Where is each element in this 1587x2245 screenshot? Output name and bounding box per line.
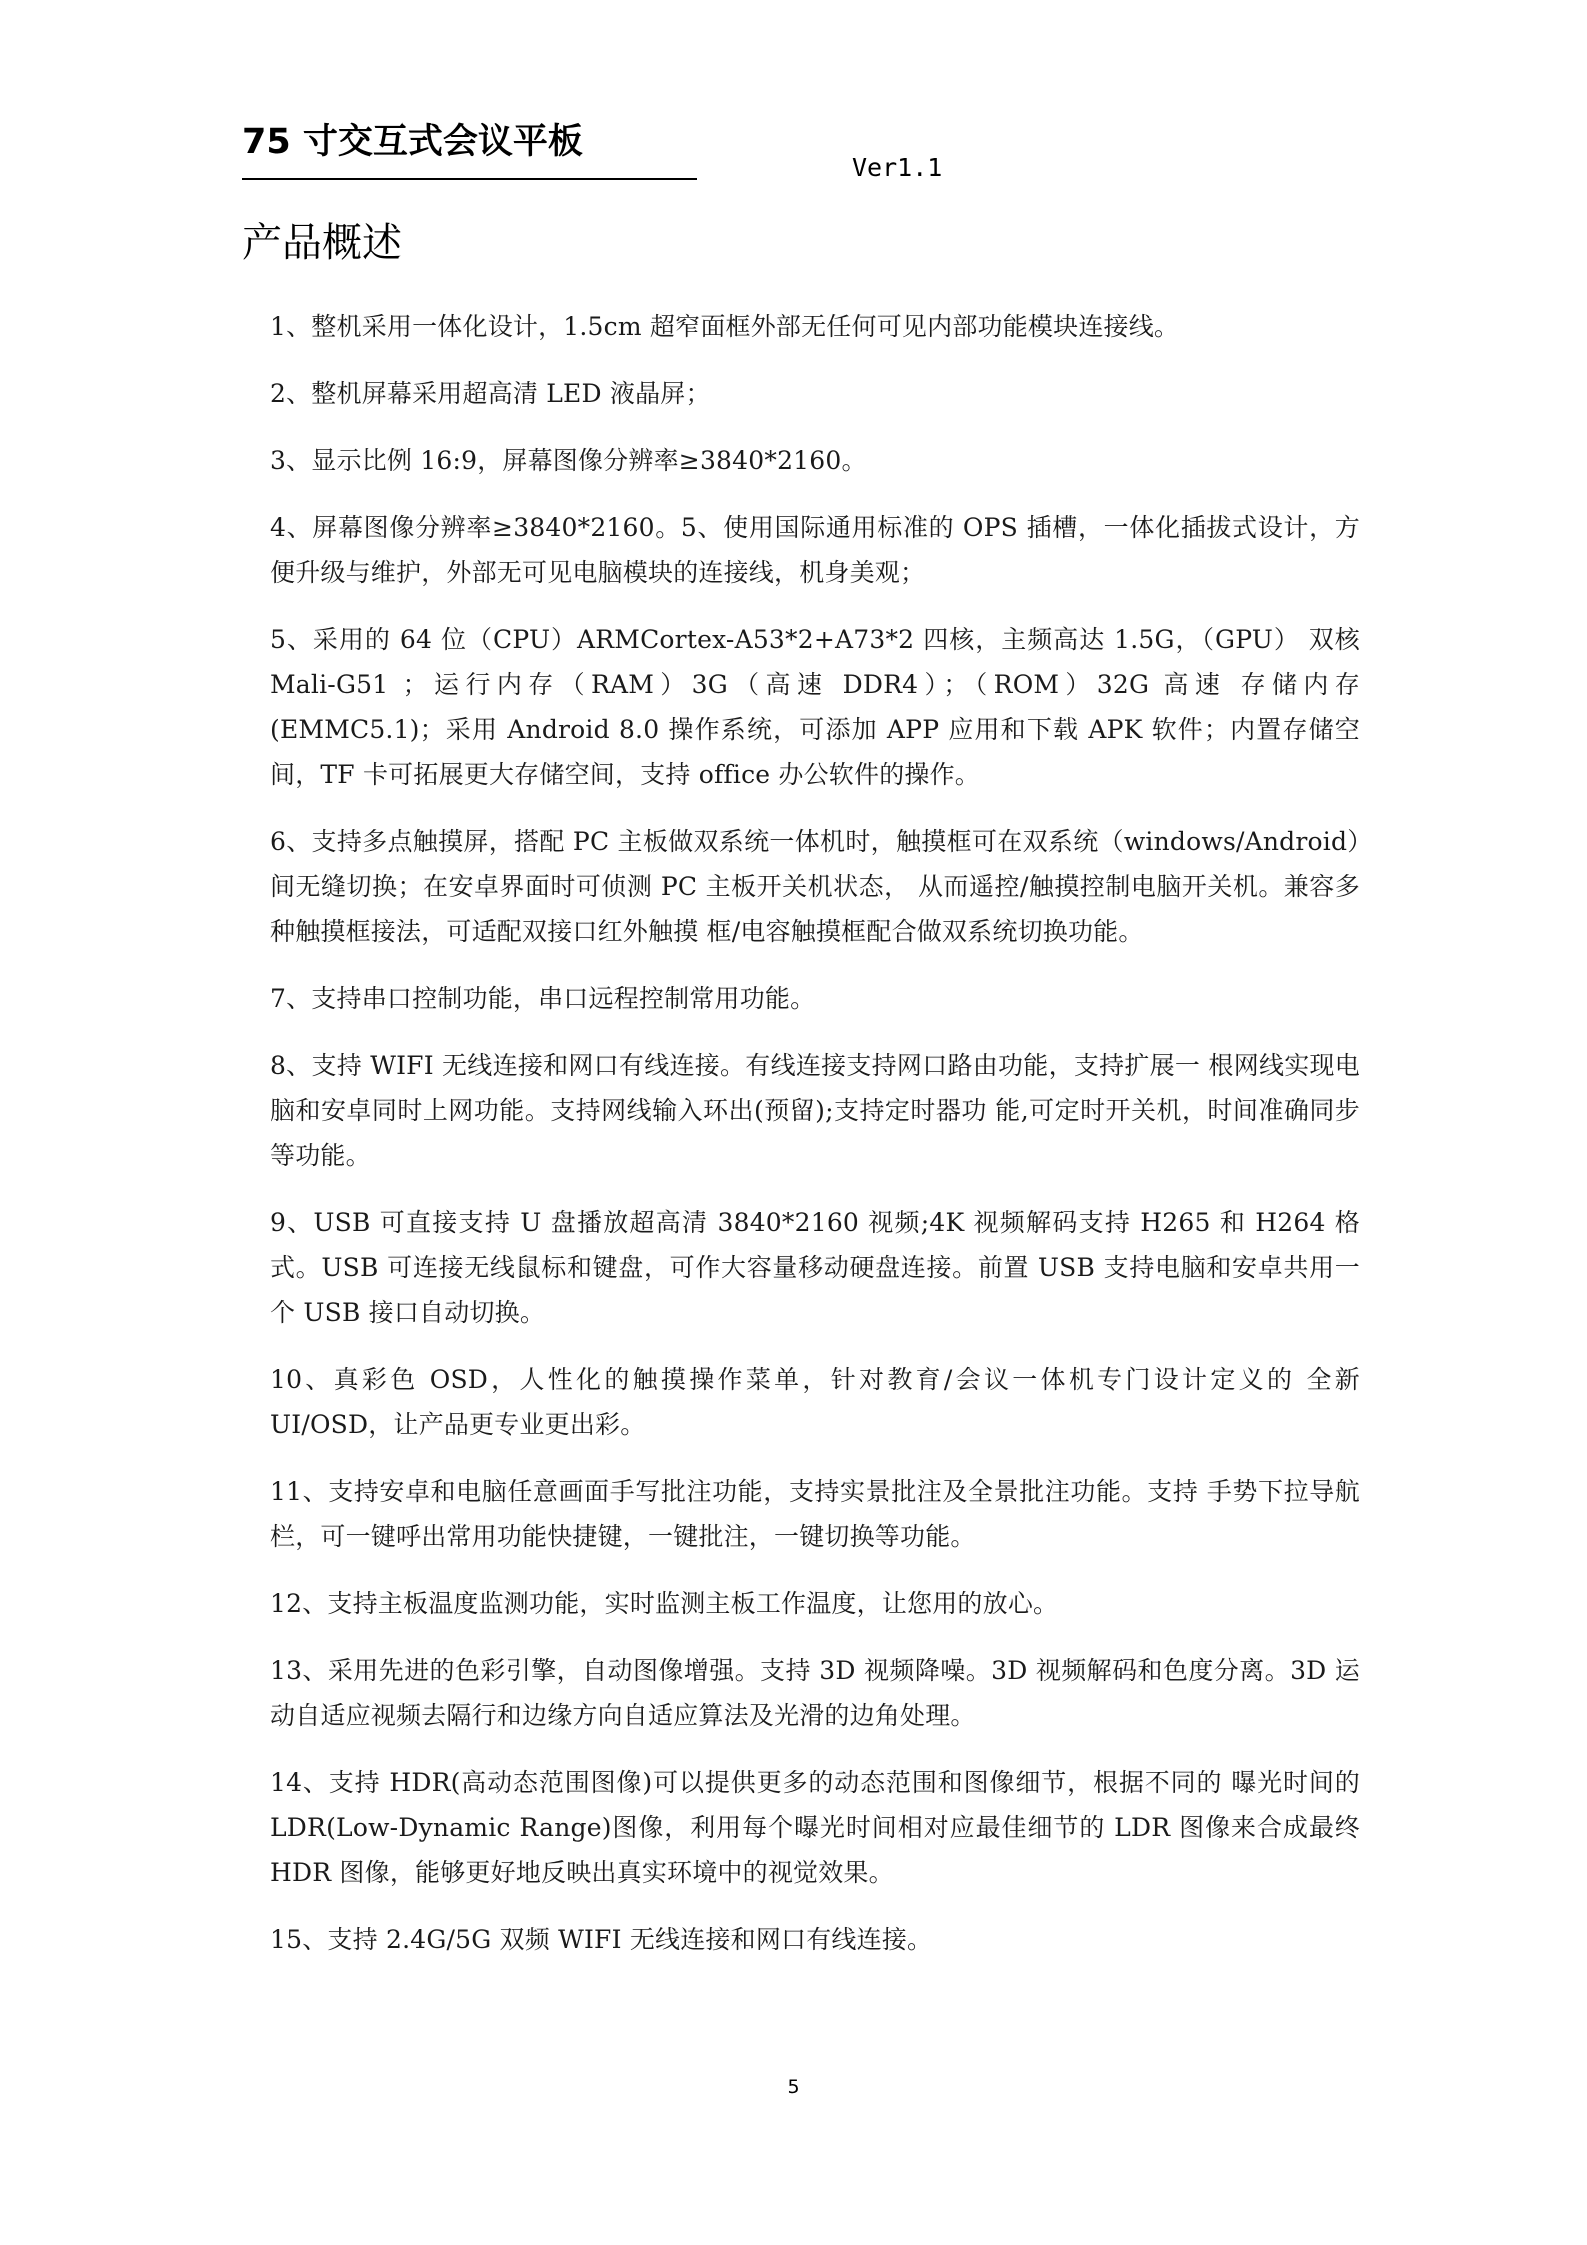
title-underline	[242, 178, 697, 180]
feature-item-6: 6、支持多点触摸屏，搭配 PC 主板做双系统一体机时，触摸框可在双系统（windows/Android）间无缝切换；在安卓界面时可侦测 PC 主板开关机状态， 从而遥控/触摸控制电脑开关机。兼容多种触摸框接法，可适配双接口红外触摸 框/电容触摸框配合做双系统切换功能。	[270, 827, 1360, 946]
feature-item-9: 9、USB 可直接支持 U 盘播放超高清 3840*2160 视频;4K 视频解码支持 H265 和 H264 格式。USB 可连接无线鼠标和键盘，可作大容量移动硬盘连接。前置 USB 支持电脑和安卓共用一个 USB 接口自动切换。	[270, 1208, 1360, 1327]
feature-item-5: 5、采用的 64 位（CPU）ARMCortex-A53*2+A73*2 四核，主频高达 1.5G，（GPU） 双核 Mali-G51 ；运行内存（RAM）3G（高速 DDR4）；（ROM）32G 高速 存储内存(EMMC5.1)；采用 Android 8.0 操作系统，可添加 APP 应用和下载 APK 软件；内置存储空间，TF 卡可拓展更大存储空间，支持 office 办公软件的操作。	[270, 625, 1360, 789]
feature-item-12: 12、支持主板温度监测功能，实时监测主板工作温度，让您用的放心。	[270, 1589, 1059, 1618]
feature-item-8: 8、支持 WIFI 无线连接和网口有线连接。有线连接支持网口路由功能，支持扩展一 根网线实现电脑和安卓同时上网功能。支持网线输入环出(预留);支持定时器功 能,可定时开关机，时间准确同步等功能。	[270, 1051, 1360, 1170]
feature-item-4: 4、屏幕图像分辨率≥3840*2160。5、使用国际通用标准的 OPS 插槽，一体化插拔式设计，方便升级与维护，外部无可见电脑模块的连接线，机身美观；	[270, 513, 1360, 587]
feature-item-11: 11、支持安卓和电脑任意画面手写批注功能，支持实景批注及全景批注功能。支持 手势下拉导航栏，可一键呼出常用功能快捷键，一键批注，一键切换等功能。	[270, 1477, 1360, 1551]
version-label: Ver1.1	[852, 153, 943, 182]
feature-item-1: 1、整机采用一体化设计，1.5cm 超窄面框外部无任何可见内部功能模块连接线。	[270, 312, 1180, 341]
feature-item-10: 10、真彩色 OSD，人性化的触摸操作菜单，针对教育/会议一体机专门设计定义的 全新 UI/OSD，让产品更专业更出彩。	[270, 1365, 1360, 1439]
feature-list	[270, 304, 1360, 1984]
document-title: 75 寸交互式会议平板	[242, 122, 583, 162]
section-heading: 产品概述	[242, 220, 402, 266]
feature-item-2: 2、整机屏幕采用超高清 LED 液晶屏；	[270, 379, 711, 408]
page-number: 5	[787, 2076, 800, 2098]
feature-item-7: 7、支持串口控制功能，串口远程控制常用功能。	[270, 984, 816, 1013]
feature-item-13: 13、采用先进的色彩引擎，自动图像增强。支持 3D 视频降噪。3D 视频解码和色度分离。3D 运动自适应视频去隔行和边缘方向自适应算法及光滑的边角处理。	[270, 1656, 1360, 1730]
feature-item-15: 15、支持 2.4G/5G 双频 WIFI 无线连接和网口有线连接。	[270, 1925, 933, 1954]
feature-item-3: 3、显示比例 16:9，屏幕图像分辨率≥3840*2160。	[270, 446, 867, 475]
feature-item-14: 14、支持 HDR(高动态范围图像)可以提供更多的动态范围和图像细节，根据不同的 曝光时间的 LDR(Low-Dynamic Range)图像，利用每个曝光时间相对应最佳细节的 LDR 图像来合成最终 HDR 图像，能够更好地反映出真实环境中的视觉效果。	[270, 1768, 1360, 1887]
